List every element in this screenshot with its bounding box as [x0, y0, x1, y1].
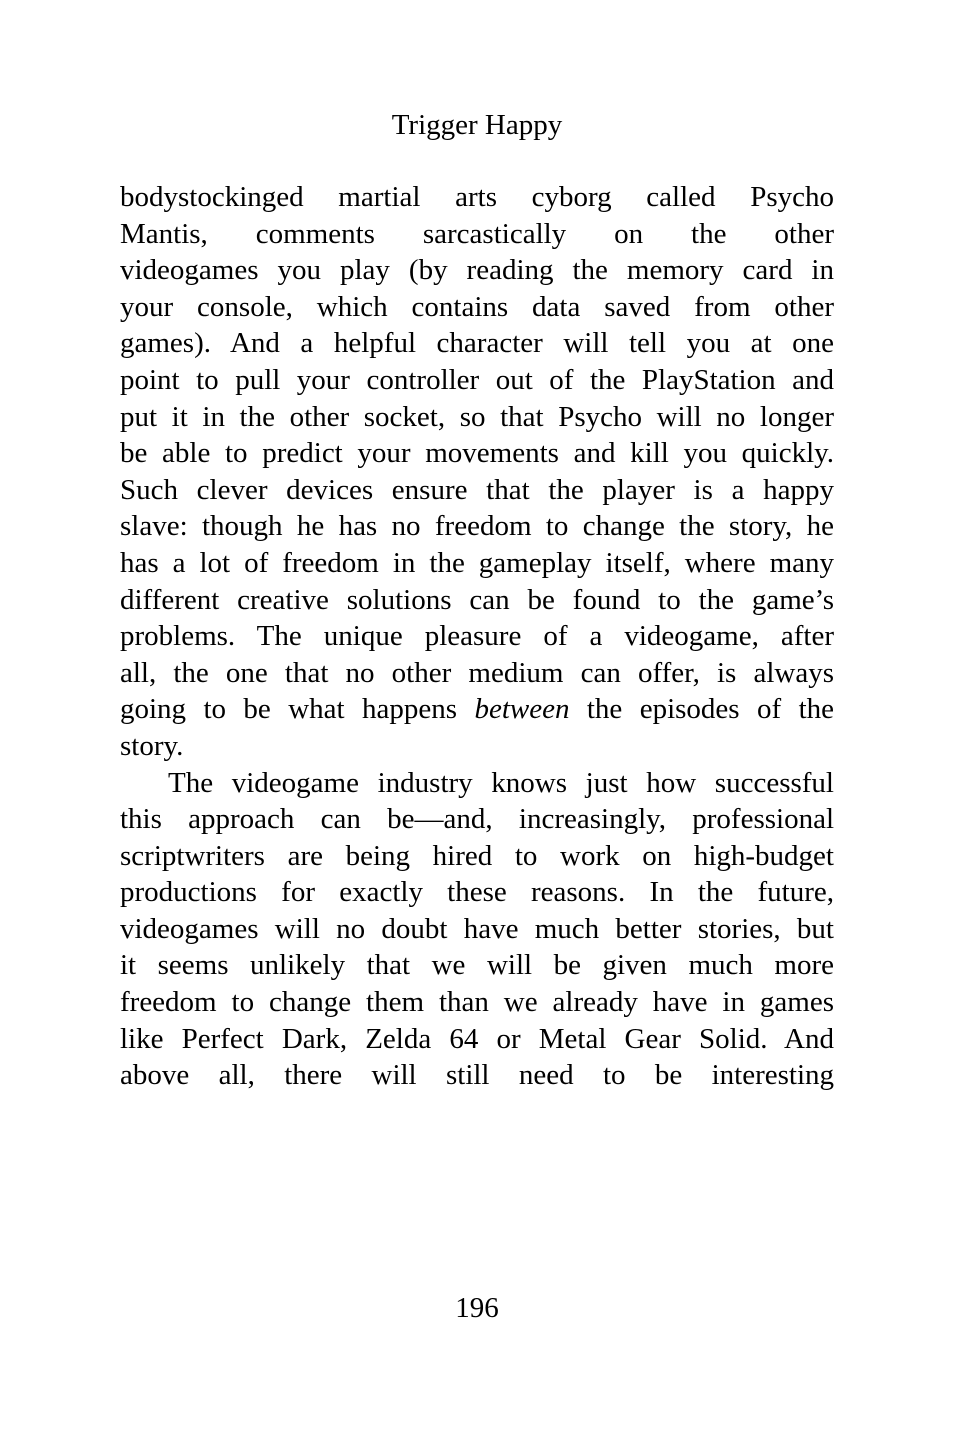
text-line: productions for exactly these reasons. In the future,: [120, 876, 834, 909]
text-line: different creative solutions can be found to the game’s: [120, 583, 834, 616]
text-line: point to pull your controller out of the PlayStation and: [120, 363, 834, 396]
text-line: slave: though he has no freedom to change the story, he: [120, 510, 834, 543]
text-line: Mantis, comments sarcastically on the other: [120, 217, 834, 250]
text-line-indented: The videogame industry knows just how successful: [168, 766, 834, 799]
text-segment: going to be what happens: [120, 693, 475, 726]
text-line: scriptwriters are being hired to work on high-budget: [120, 839, 834, 872]
text-line-with-emphasis: [120, 691, 834, 728]
text-line: videogames you play (by reading the memory card in: [120, 254, 834, 287]
text-line-last: story.: [120, 729, 184, 762]
text-line: videogames will no doubt have much better stories, but: [120, 912, 834, 945]
text-line: has a lot of freedom in the gameplay itself, where many: [120, 546, 834, 579]
text-segment: the episodes of the: [569, 693, 835, 726]
text-line: this approach can be—and, increasingly, professional: [120, 803, 834, 836]
text-line: be able to predict your movements and kill you quickly.: [120, 437, 834, 470]
text-line: it seems unlikely that we will be given much more: [120, 949, 834, 982]
page-number: 196: [455, 1292, 499, 1324]
text-line: all, the one that no other medium can offer, is always: [120, 656, 834, 689]
text-line: your console, which contains data saved from other: [120, 290, 834, 323]
text-line: like Perfect Dark, Zelda 64 or Metal Gear Solid. And: [120, 1022, 834, 1055]
text-line: games). And a helpful character will tell you at one: [120, 327, 834, 360]
text-line: freedom to change them than we already have in games: [120, 986, 834, 1019]
emphasized-word: between: [474, 693, 570, 726]
running-head-title: Trigger Happy: [391, 109, 563, 141]
text-line: above all, there will still need to be interesting: [120, 1059, 834, 1092]
text-line: bodystockinged martial arts cyborg called Psycho: [120, 181, 834, 213]
body-text: [120, 179, 834, 1094]
text-line: put it in the other socket, so that Psycho will no longer: [120, 400, 834, 433]
text-line: problems. The unique pleasure of a videogame, after: [120, 620, 834, 653]
text-line: Such clever devices ensure that the player is a happy: [120, 473, 834, 506]
